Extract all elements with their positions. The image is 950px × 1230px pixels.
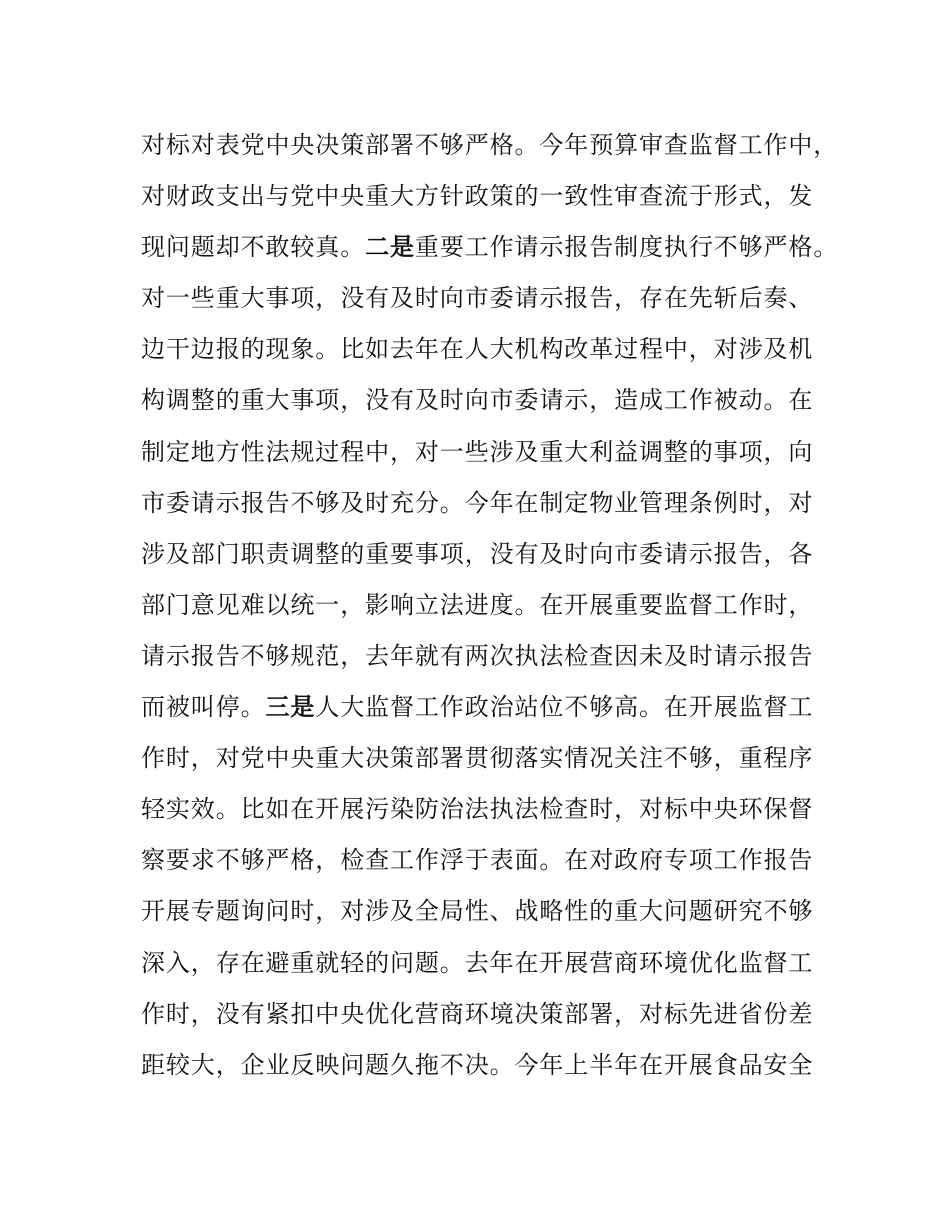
- text-line: [141, 635, 861, 686]
- text-run: 边干边报的现象。比如去年在人大机构改革过程中，对涉及机: [141, 335, 814, 364]
- text-line: [141, 482, 861, 533]
- text-line: [141, 379, 861, 430]
- text-run: 制定地方性法规过程中，对一些涉及重大利益调整的事项，向: [141, 437, 814, 466]
- text-run: 人大监督工作政治站位不够高。在开展监督工: [315, 693, 814, 722]
- bold-marker: 三是: [265, 693, 316, 722]
- text-run: 对财政支出与党中央重大方针政策的一致性审查流于形式，发: [141, 182, 814, 211]
- text-line: [141, 226, 861, 277]
- text-run: 距较大，企业反映问题久拖不决。今年上半年在开展食品安全: [141, 1050, 814, 1079]
- text-run: 对一些重大事项，没有及时向市委请示报告，存在先斩后奏、: [141, 284, 814, 313]
- text-line: [141, 788, 861, 839]
- text-run: 轻实效。比如在开展污染防治法执法检查时，对标中央环保督: [141, 795, 814, 824]
- text-run: 构调整的重大事项，没有及时向市委请示，造成工作被动。在: [141, 386, 814, 415]
- text-run: 察要求不够严格，检查工作浮于表面。在对政府专项工作报告: [141, 846, 814, 875]
- text-line: [141, 277, 861, 328]
- text-run: 深入，存在避重就轻的问题。去年在开展营商环境优化监督工: [141, 948, 814, 977]
- text-line: [141, 175, 861, 226]
- text-line: [141, 533, 861, 584]
- text-line: [141, 890, 861, 941]
- text-line: [141, 942, 861, 993]
- text-run: 市委请示报告不够及时充分。今年在制定物业管理条例时，对: [141, 488, 814, 517]
- text-run: 现问题却不敢较真。: [141, 233, 366, 262]
- text-run: 开展专题询问时，对涉及全局性、战略性的重大问题研究不够: [141, 897, 814, 926]
- text-run: 作时，没有紧扣中央优化营商环境决策部署，对标先进省份差: [141, 999, 814, 1028]
- text-run: 请示报告不够规范，去年就有两次执法检查因未及时请示报告: [141, 641, 814, 670]
- text-run: 作时，对党中央重大决策部署贯彻落实情况关注不够，重程序: [141, 744, 814, 773]
- text-line: [141, 737, 861, 788]
- text-line: [141, 124, 861, 175]
- text-run: 涉及部门职责调整的重要事项，没有及时向市委请示报告，各: [141, 539, 814, 568]
- text-line: [141, 686, 861, 737]
- text-run: 重要工作请示报告制度执行不够严格。: [414, 233, 839, 262]
- text-run: 部门意见难以统一，影响立法进度。在开展重要监督工作时，: [141, 590, 814, 619]
- text-line: [141, 431, 861, 482]
- body-text: [141, 124, 861, 1095]
- text-run: 对标对表党中央决策部署不够严格。今年预算审查监督工作中，: [141, 131, 839, 159]
- text-line: [141, 839, 861, 890]
- bold-marker: 二是: [365, 233, 415, 262]
- text-line: [141, 584, 861, 635]
- text-run: 而被叫停。: [141, 693, 266, 722]
- text-line: [141, 328, 861, 379]
- text-line: [141, 1044, 861, 1095]
- text-line: [141, 993, 861, 1044]
